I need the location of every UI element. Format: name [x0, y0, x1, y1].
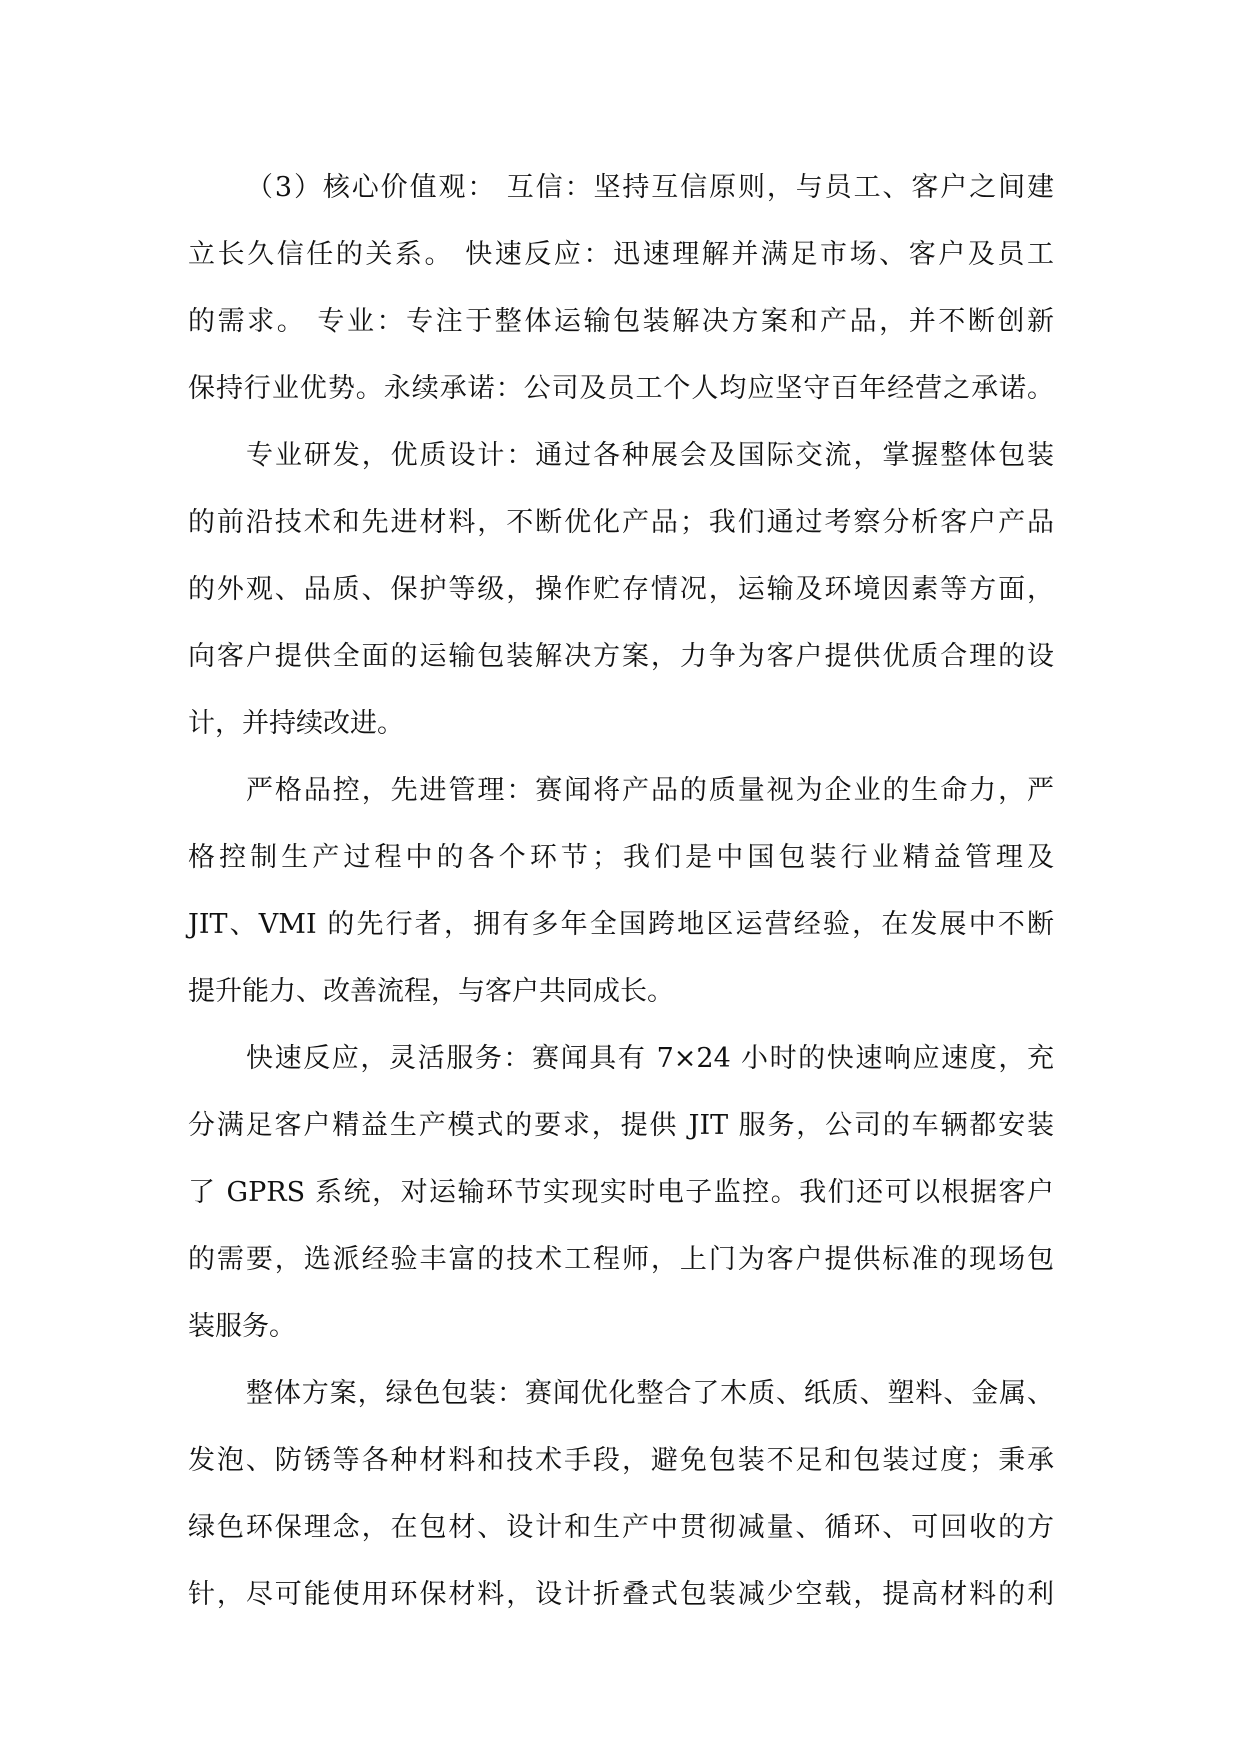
text-line: 专业研发，优质设计：通过各种展会及国际交流，掌握整体包装 — [246, 440, 1054, 471]
text-line: 分满足客户精益生产模式的要求，提供 JIT 服务，公司的车辆都安装 — [188, 1110, 1054, 1141]
text-line: 严格品控，先进管理：赛闻将产品的质量视为企业的生命力，严 — [246, 775, 1054, 806]
text-line: 保持行业优势。永续承诺：公司及员工个人均应坚守百年经营之承诺。 — [188, 373, 1054, 404]
text-line: 立长久信任的关系。 快速反应：迅速理解并满足市场、客户及员工 — [188, 239, 1054, 270]
text-line: 针，尽可能使用环保材料，设计折叠式包装减少空载，提高材料的利 — [188, 1579, 1054, 1610]
text-line: 整体方案，绿色包装：赛闻优化整合了木质、纸质、塑料、金属、 — [246, 1378, 1054, 1409]
text-line: 的外观、品质、保护等级，操作贮存情况，运输及环境因素等方面， — [188, 574, 1054, 605]
text-line: 提升能力、改善流程，与客户共同成长。 — [188, 976, 674, 1007]
text-line: 的前沿技术和先进材料，不断优化产品；我们通过考察分析客户产品 — [188, 507, 1054, 538]
paragraph-green-packaging — [188, 1360, 1054, 1628]
text-line: 了 GPRS 系统，对运输环节实现实时电子监控。我们还可以根据客户 — [188, 1177, 1054, 1208]
text-line: 格控制生产过程中的各个环节；我们是中国包装行业精益管理及 — [188, 842, 1054, 873]
document-body — [188, 154, 1054, 1628]
paragraph-fast-service — [188, 1025, 1054, 1360]
text-line: 的需要，选派经验丰富的技术工程师，上门为客户提供标准的现场包 — [188, 1244, 1054, 1275]
text-line: 向客户提供全面的运输包装解决方案，力争为客户提供优质合理的设 — [188, 641, 1054, 672]
text-line: 计，并持续改进。 — [188, 708, 404, 739]
text-line: （3）核心价值观： 互信：坚持互信原则，与员工、客户之间建 — [246, 172, 1054, 203]
text-line: JIT、VMI 的先行者，拥有多年全国跨地区运营经验，在发展中不断 — [188, 909, 1054, 940]
paragraph-quality-control — [188, 757, 1054, 1025]
paragraph-core-values — [188, 154, 1054, 422]
text-line: 装服务。 — [188, 1311, 296, 1342]
text-line: 发泡、防锈等各种材料和技术手段，避免包装不足和包装过度；秉承 — [188, 1445, 1054, 1476]
text-line: 的需求。 专业：专注于整体运输包装解决方案和产品，并不断创新 — [188, 306, 1054, 337]
text-line: 绿色环保理念，在包材、设计和生产中贯彻减量、循环、可回收的方 — [188, 1512, 1054, 1543]
text-line: 快速反应，灵活服务：赛闻具有 7×24 小时的快速响应速度，充 — [246, 1043, 1054, 1074]
paragraph-rd-design — [188, 422, 1054, 757]
